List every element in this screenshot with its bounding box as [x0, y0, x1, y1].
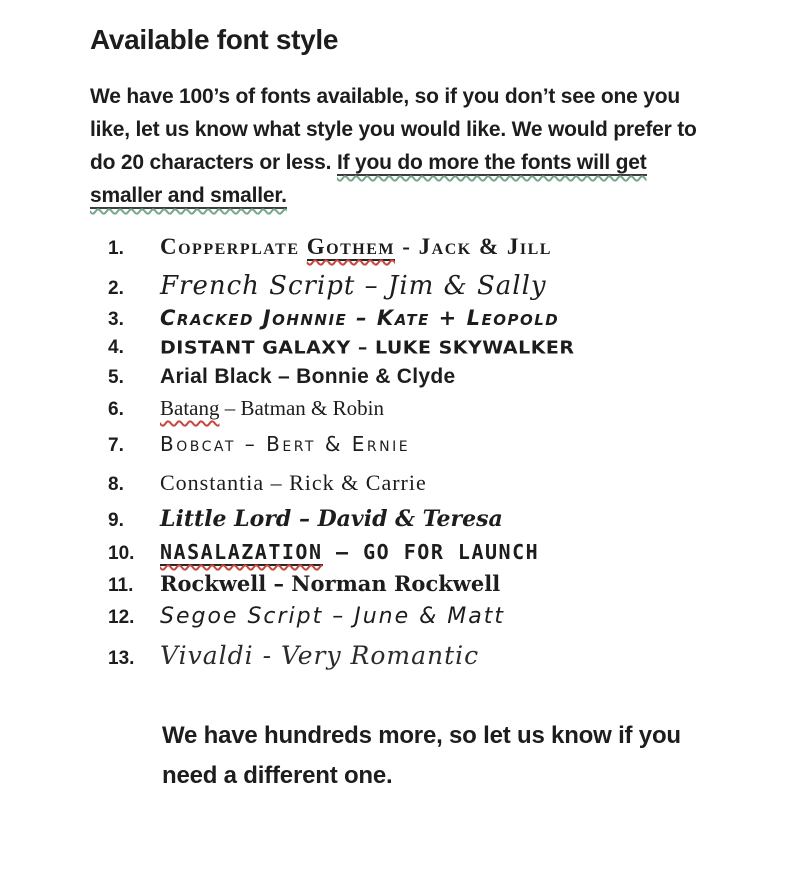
font-sample	[160, 306, 559, 330]
font-sample	[160, 365, 456, 389]
item-number: 7.	[108, 435, 124, 456]
font-sample-text: Arial Black – Bonnie & Clyde	[160, 365, 456, 388]
font-list-item	[108, 506, 803, 532]
font-list-item	[108, 470, 803, 496]
intro-text: We have 100’s of fonts available, so if you don’t see one you like, let us know what style you would like. We would prefer to do 20 characters or less.	[90, 85, 697, 174]
font-list-item	[108, 271, 803, 301]
font-sample	[160, 540, 539, 564]
font-list-item	[108, 336, 803, 359]
item-number: 11.	[108, 575, 134, 596]
font-sample-text: Bobcat – Bert & Ernie	[160, 432, 411, 456]
font-list-item	[108, 641, 803, 670]
font-list	[90, 234, 803, 670]
misspelled-word: Gothem	[306, 234, 395, 259]
item-number: 13.	[108, 648, 135, 669]
font-list-item	[108, 396, 803, 421]
misspelled-word: Batang	[160, 396, 220, 420]
font-sample	[160, 604, 505, 629]
font-list-item	[108, 365, 803, 389]
font-sample	[160, 470, 427, 496]
font-sample	[160, 337, 575, 358]
font-sample	[160, 396, 384, 421]
font-sample	[160, 571, 500, 596]
font-list-item	[108, 432, 803, 457]
item-number: 1.	[108, 238, 124, 259]
font-sample	[160, 641, 479, 670]
intro-underlined-text: If you do more the fonts will get smaller and smaller.	[90, 151, 647, 207]
intro-paragraph	[90, 80, 712, 212]
font-list-item	[108, 571, 803, 597]
item-number: 2.	[108, 278, 124, 299]
font-sample-text: Rockwell – Norman Rockwell	[160, 571, 501, 596]
font-sample	[160, 271, 547, 301]
item-number: 6.	[108, 399, 124, 420]
item-number: 3.	[108, 309, 124, 330]
font-list-item	[108, 604, 803, 629]
font-sample-text: – Batman & Robin	[219, 396, 384, 420]
font-sample-text: DISTANT GALAXY – LUKE SKYWALKER	[160, 337, 575, 358]
item-number: 8.	[108, 474, 124, 495]
font-sample	[160, 506, 503, 532]
font-sample-text: Vivaldi - Very Romantic	[160, 641, 480, 670]
item-number: 12.	[108, 607, 135, 628]
font-sample-text: Constantia – Rick & Carrie	[160, 470, 427, 495]
closing-paragraph: We have hundreds more, so let us know if you need a different one.	[162, 722, 681, 789]
font-list-item	[108, 540, 803, 565]
font-sample	[160, 432, 410, 456]
font-sample	[160, 234, 552, 260]
item-number: 4.	[108, 337, 124, 358]
font-sample-text: Little Lord – David & Teresa	[160, 506, 503, 532]
page-title: Available font style	[90, 24, 339, 55]
font-sample-text: - Jack & Jill	[394, 234, 552, 259]
font-list-item	[108, 234, 803, 260]
font-list-item	[108, 306, 803, 331]
font-sample-text: Segoe Script – June & Matt	[160, 604, 506, 629]
item-number: 5.	[108, 367, 124, 388]
item-number: 9.	[108, 510, 124, 531]
misspelled-word: NASALAZATION	[160, 540, 323, 564]
font-sample-text: French Script – Jim & Sally	[160, 271, 547, 301]
font-sample-text: Copperplate	[160, 234, 307, 259]
font-sample-text: Cracked Johnnie – Kate + Leopold	[160, 306, 560, 330]
item-number: 10.	[108, 543, 135, 564]
font-sample-text: – GO FOR LAUNCH	[322, 540, 540, 564]
